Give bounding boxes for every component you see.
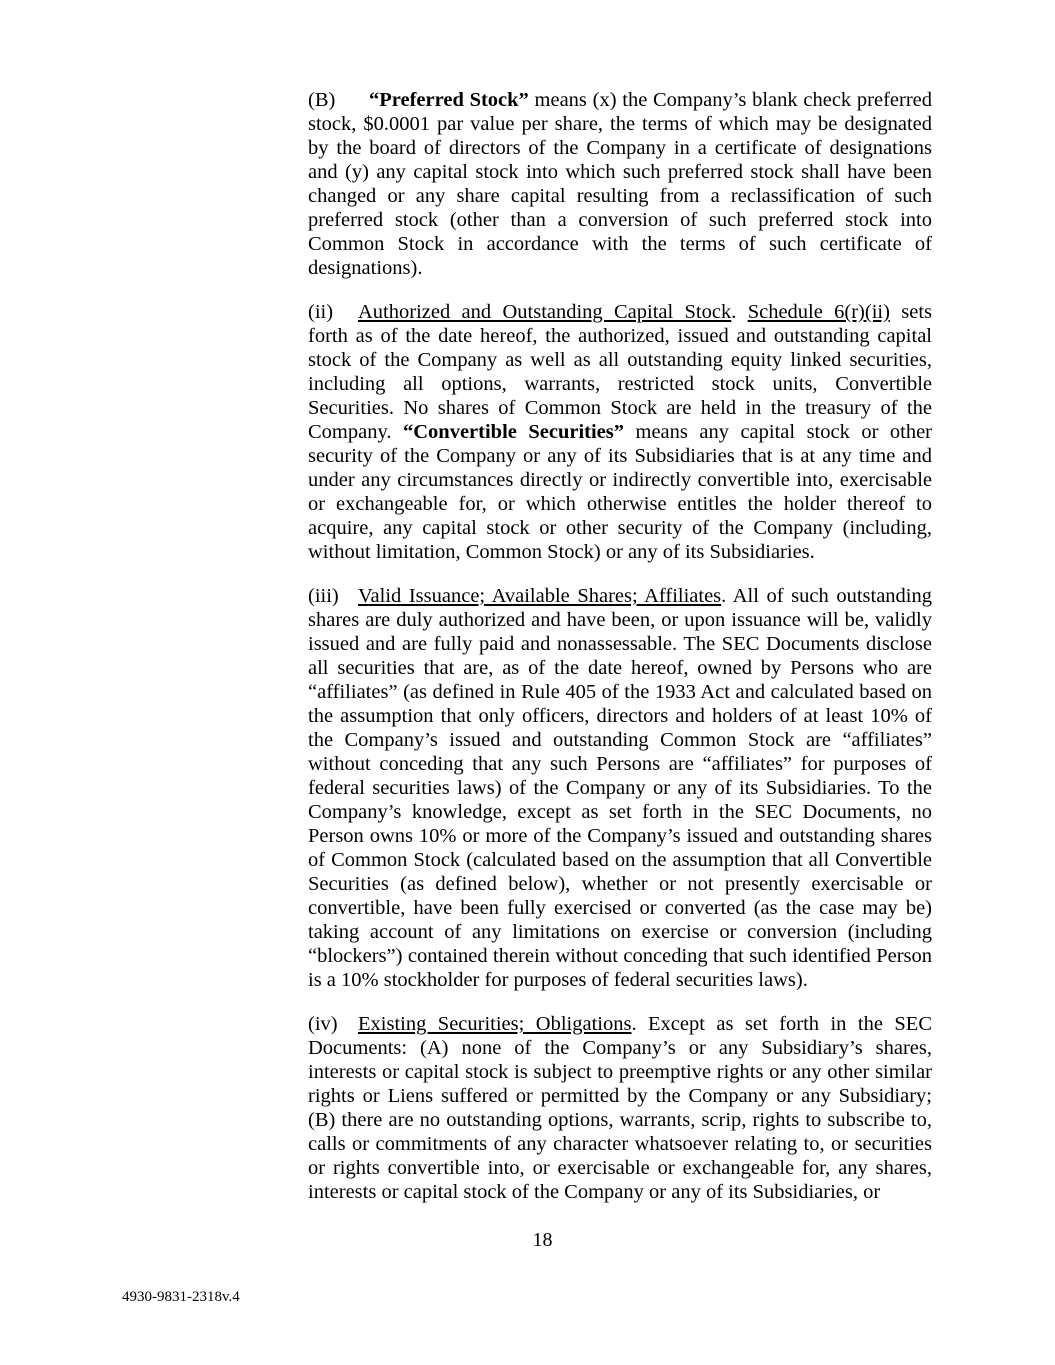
section-heading: Existing Securities; Obligations bbox=[358, 1013, 632, 1035]
text-run: . All of such outstanding shares are duly authorized and have been, or upon issuance will be, validly issued and are fully paid and nonassessable. The SEC Documents disclose all securities that are, as of the date hereof, owned by Persons who are “affiliates” (as defined in Rule 405 of the 1933 Act and calculated based on the assumption that only officers, directors and holders of at least 10% of the Company’s issued and outstanding Common Stock are “affiliates” without conceding that any such Persons are “affiliates” for purposes of federal securities laws) of the Company or any of its Subsidiaries. To the Company’s knowledge, except as set forth in the SEC Documents, no Person owns 10% or more of the Company’s issued and outstanding shares of Common Stock (calculated based on the assumption that all Convertible Securities (as defined below), whether or not presently exercisable or convertible, have been fully exercised or converted (as the case may be) taking account of any limitations on exercise or conversion (including “blockers”) contained therein without conceding that such identified Person is a 10% stockholder for purposes of federal securities laws). bbox=[308, 585, 932, 991]
defined-term: “Preferred Stock” bbox=[369, 89, 529, 111]
paragraph-ii-authorized-and-outstanding-capital-stock bbox=[308, 300, 932, 564]
text-run: means any capital stock or other security of the Company or any of its Subsidiaries that is at any time and under any circumstances directly or indirectly convertible into, exercisable or exchangeable for, or which otherwise entitles the holder thereof to acquire, any capital stock or other security of the Company (including, without limitation, Common Stock) or any of its Subsidiaries. bbox=[308, 421, 933, 563]
section-heading: Valid Issuance; Available Shares; Affiliates bbox=[358, 585, 722, 607]
document-control-number: 4930-9831-2318v.4 bbox=[122, 1289, 240, 1305]
paragraph-label: (iii) bbox=[308, 585, 339, 607]
paragraph-definition-preferred-stock bbox=[308, 88, 932, 280]
text-run: means (x) the Company’s blank check preferred stock, $0.0001 par value per share, the terms of which may be designated by the board of directors of the Company in a certificate of designations and (y) any capital stock into which such preferred stock shall have been changed or any share capital resulting from a reclassification of such preferred stock (other than a conversion of such preferred stock into Common Stock in accordance with the terms of such certificate of designations). bbox=[308, 89, 932, 279]
section-heading: Authorized and Outstanding Capital Stock bbox=[358, 301, 732, 323]
text-run: . Except as set forth in the SEC Documents: (A) none of the Company’s or any Subsidiary’s shares, interests or capital stock is subject to preemptive rights or any other similar rights or Liens suffered or permitted by the Company or any Subsidiary; (B) there are no outstanding options, warrants, scrip, rights to subscribe to, calls or commitments of any character whatsoever relating to, or securities or rights convertible into, or exercisable or exchangeable for, any shares, interests or capital stock of the Company or any of its Subsidiaries, or bbox=[308, 1013, 932, 1203]
paragraph-label: (B) bbox=[308, 89, 336, 111]
paragraph-iii-valid-issuance-available-shares-affiliates bbox=[308, 584, 932, 992]
paragraph-iv-existing-securities-obligations bbox=[308, 1012, 932, 1204]
defined-term: “Convertible Securities” bbox=[403, 421, 625, 443]
page-number: 18 bbox=[532, 1229, 553, 1251]
text-run: sets forth as of the date hereof, the authorized, issued and outstanding capital stock of the Company as well as all outstanding equity linked securities, including all options, warrants, restricted stock units, Convertible Securities. No shares of Common Stock are held in the treasury of the Company. bbox=[308, 301, 933, 443]
document-body bbox=[308, 88, 932, 1224]
text-run: . bbox=[731, 301, 748, 323]
paragraph-label: (iv) bbox=[308, 1013, 338, 1035]
schedule-reference: Schedule 6(r)(ii) bbox=[747, 301, 890, 323]
paragraph-label: (ii) bbox=[308, 301, 334, 323]
